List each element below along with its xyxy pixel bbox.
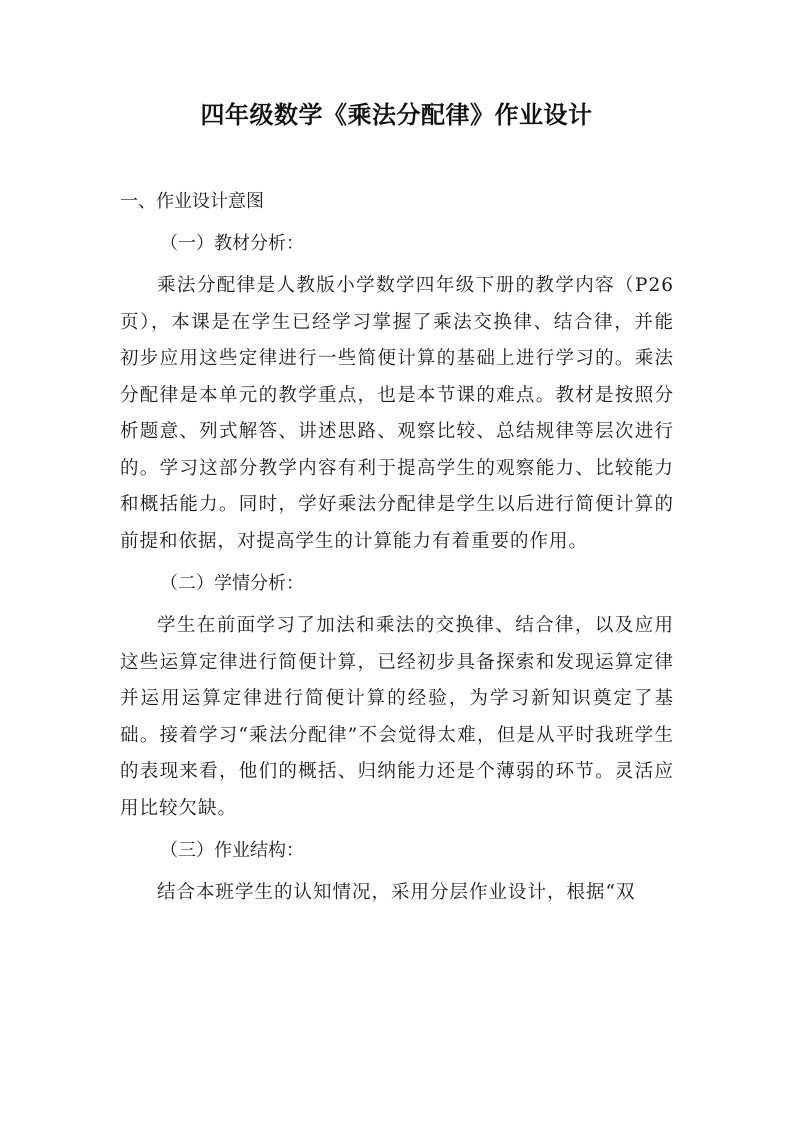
document-title: 四年级数学《乘法分配律》作业设计 [200,101,593,129]
subsection-heading-student-analysis: （二）学情分析： [160,573,304,594]
paragraph-homework-structure: 结合本班学生的认知情况，采用分层作业设计，根据“双 [157,882,636,903]
document-body [120,184,674,918]
paragraph-student-analysis: 学生在前面学习了加法和乘法的交换律、结合律，以及应用这些运算定律进行简便计算，已经初步具备探索和发现运算定律并运用运算定律进行简便计算的经验，为学习新知识奠定了基础。接着学习“乘法分配律”不会觉得太难，但是从平时我班学生的表现来看，他们的概括、归纳能力还是个薄弱的环节。灵活应用比较欠缺。 [120,615,674,819]
section-heading-design-intent: 一、作业设计意图 [120,191,264,212]
subsection-heading-textbook-analysis: （一）教材分析： [160,233,304,254]
subsection-heading-homework-structure: （三）作业结构： [160,840,304,861]
paragraph-textbook-analysis: 乘法分配律是人教版小学数学四年级下册的教学内容（P26页），本课是在学生已经学习掌握了乘法交换律、结合律，并能初步应用这些定律进行一些简便计算的基础上进行学习的。乘法分配律是本单元的教学重点，也是本节课的难点。教材是按照分析题意、列式解答、讲述思路、观察比较、总结规律等层次进行的。学习这部分教学内容有利于提高学生的观察能力、比较能力和概括能力。同时，学好乘法分配律是学生以后进行简便计算的前提和依据，对提高学生的计算能力有着重要的作用。 [120,275,674,552]
